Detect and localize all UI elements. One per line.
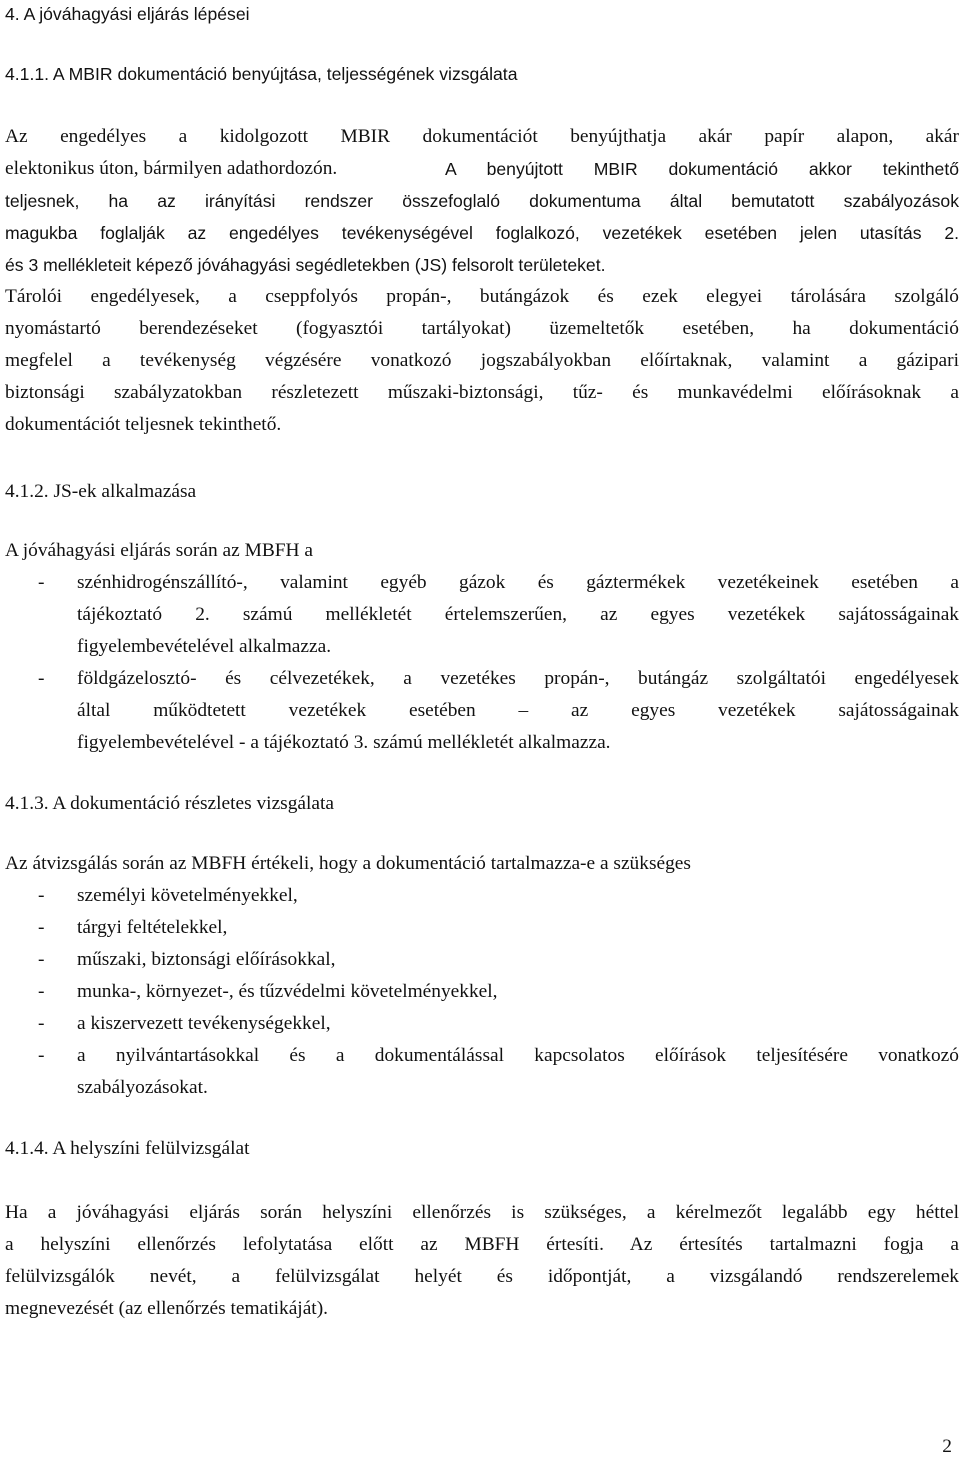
list-dash: - [38, 885, 45, 906]
list-dash: - [38, 949, 45, 970]
section-title-4-1-3: 4.1.3. A dokumentáció részletes vizsgálata [5, 793, 335, 814]
list-item-line: földgázelosztó- és célvezetékek, a vezetékes propán-, butángáz szolgáltatói engedélyesek [77, 668, 959, 689]
paragraph-line-sans: teljesnek, ha az irányítási rendszer összefoglaló dokumentuma által bemutatott szabályozások [5, 191, 959, 211]
paragraph-line-sans: magukba foglalják az engedélyes tevékenységével foglalkozó, vezetékek esetében jelen utasítás 2. [5, 223, 959, 243]
document-heading: 4. A jóváhagyási eljárás lépései [5, 4, 250, 24]
paragraph-line: megfelel a tevékenység végzésére vonatkozó jogszabályokban előírtaknak, valamint a gázipari [5, 350, 959, 371]
paragraph-line: biztonsági szabályzatokban részletezett műszaki-biztonsági, tűz- és munkavédelmi előírásoknak a [5, 382, 959, 403]
paragraph-line-sans: és 3 mellékleteit képező jóváhagyási segédletekben (JS) felsorolt területeket. [5, 255, 606, 275]
paragraph-line: nyomástartó berendezéseket (fogyasztói tartályokat) üzemeltetők esetében, ha dokumentáció [5, 318, 959, 339]
paragraph-line: dokumentációt teljesnek tekinthető. [5, 414, 282, 435]
section-intro: Az átvizsgálás során az MBFH értékeli, hogy a dokumentáció tartalmazza-e a szükséges [5, 853, 691, 874]
paragraph-line: Ha a jóváhagyási eljárás során helyszíni ellenőrzés is szükséges, a kérelmezőt legalább egy héttel [5, 1202, 959, 1223]
list-dash: - [38, 917, 45, 938]
paragraph-line: Tárolói engedélyesek, a cseppfolyós propán-, butángázok és ezek elegyei tárolására szolgáló [5, 286, 959, 307]
list-item-line: által működtetett vezetékek esetében – az egyes vezetékek sajátosságainak [77, 700, 959, 721]
paragraph-line: megnevezését (az ellenőrzés tematikáját). [5, 1298, 328, 1319]
list-item-line: szénhidrogénszállító-, valamint egyéb gázok és gáztermékek vezetékeinek esetében a [77, 572, 959, 593]
page-number: 2 [942, 1436, 952, 1457]
list-dash: - [38, 1045, 45, 1066]
section-title-4-1-2: 4.1.2. JS-ek alkalmazása [5, 481, 197, 502]
paragraph-line: a helyszíni ellenőrzés lefolytatása előtt az MBFH értesíti. Az értesítés tartalmazni fogja a [5, 1234, 959, 1255]
list-dash: - [38, 668, 45, 689]
list-dash: - [38, 1013, 45, 1034]
list-dash: - [38, 572, 45, 593]
list-item-continuation: szabályozásokat. [77, 1077, 208, 1098]
list-item: munka-, környezet-, és tűzvédelmi követelményekkel, [77, 981, 498, 1002]
list-item: a nyilvántartásokkal és a dokumentálással kapcsolatos előírások teljesítésére vonatkozó [77, 1045, 959, 1066]
section-title-4-1-1: 4.1.1. A MBIR dokumentáció benyújtása, teljességének vizsgálata [5, 64, 518, 84]
section-title-4-1-4: 4.1.4. A helyszíni felülvizsgálat [5, 1138, 250, 1159]
list-item-line: figyelembevételével - a tájékoztató 3. számú mellékletét alkalmazza. [77, 732, 611, 753]
list-item: személyi követelményekkel, [77, 885, 298, 906]
list-item-line: figyelembevételével alkalmazza. [77, 636, 332, 657]
list-item: tárgyi feltételekkel, [77, 917, 228, 938]
paragraph-line: felülvizsgálók nevét, a felülvizsgálat helyét és időpontját, a vizsgálandó rendszerelemek [5, 1266, 959, 1287]
paragraph-line-sans: A benyújtott MBIR dokumentáció akkor tekinthető [445, 159, 959, 179]
section-intro: A jóváhagyási eljárás során az MBFH a [5, 540, 314, 561]
paragraph-line: Az engedélyes a kidolgozott MBIR dokumentációt benyújthatja akár papír alapon, akár [5, 126, 959, 147]
list-item-line: tájékoztató 2. számú mellékletét értelemszerűen, az egyes vezetékek sajátosságainak [77, 604, 959, 625]
list-item: műszaki, biztonsági előírásokkal, [77, 949, 336, 970]
paragraph-line: elektonikus úton, bármilyen adathordozón. [5, 158, 338, 179]
list-dash: - [38, 981, 45, 1002]
list-item: a kiszervezett tevékenységekkel, [77, 1013, 331, 1034]
